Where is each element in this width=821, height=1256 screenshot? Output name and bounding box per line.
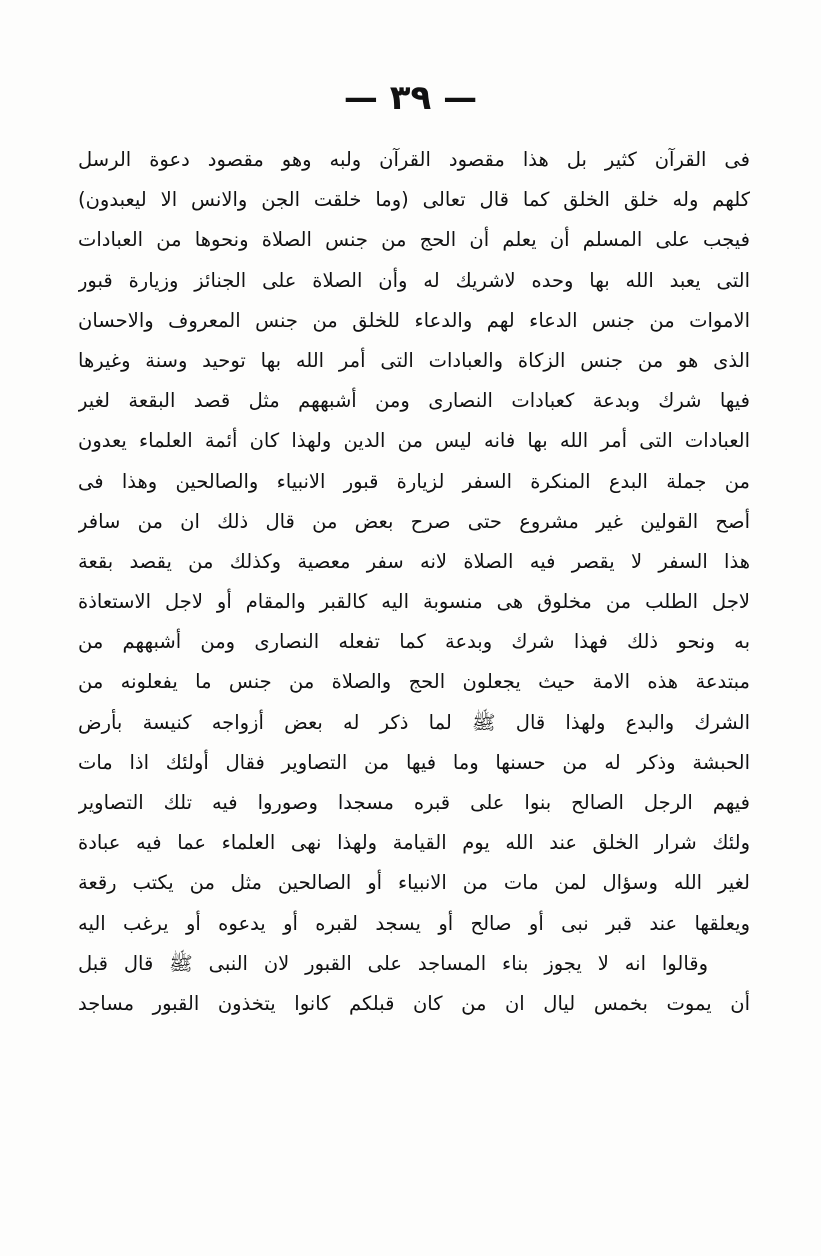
text-line: ولئك شرار الخلق عند الله يوم القيامة ولهذا نهى العلماء عما فيه عبادة (78, 831, 750, 855)
text-line: فيها شرك وبدعة كعبادات النصارى ومن أشبههم مثل قصد البقعة لغير (78, 389, 750, 413)
text-line: العبادات التى أمر الله بها فانه ليس من الدين ولهذا كان أئمة العلماء يعدون (78, 429, 750, 453)
text-line: من جملة البدع المنكرة السفر لزيارة قبور الانبياء والصالحين وهذا فى (78, 469, 750, 493)
text-line: به ونحو ذلك فهذا شرك وبدعة كما تفعله النصارى ومن أشبههم من (78, 630, 750, 654)
text-line: ويعلقها عند قبر نبى أو صالح أو يسجد لقبره أو يدعوه أو يرغب اليه (78, 911, 750, 935)
text-line: الاموات من جنس الدعاء لهم والدعاء للخلق من جنس المعروف والاحسان (78, 308, 750, 332)
body-text (78, 140, 750, 1024)
text-line: لغير الله وسؤال لمن مات من الانبياء أو الصالحين مثل من يكتب رقعة (78, 871, 750, 895)
text-line: فى القرآن كثير بل هذا مقصود القرآن ولبه وهو مقصود دعوة الرسل (78, 148, 750, 171)
text-line: وقالوا انه لا يجوز بناء المساجد على القبور لان النبى ﷺ قال قبل (78, 951, 708, 975)
text-line: لاجل الطلب من مخلوق هى منسوبة اليه كالقبر والمقام أو لاجل الاستعاذة (78, 590, 750, 614)
text-line: الحبشة وذكر له من حسنها وما فيها من التصاوير فقال أولئك اذا مات (78, 750, 750, 774)
text-line: أصح القولين غير مشروع حتى صرح بعض من قال ذلك ان من سافر (78, 509, 750, 533)
text-line: الذى هو من جنس الزكاة والعبادات التى أمر الله بها توحيد وسنة وغيرها (78, 348, 750, 372)
text-line: التى يعبد الله بها وحده لاشريك له وأن الصلاة على الجنائز وزيارة قبور (78, 268, 750, 292)
text-line: مبتدعة هذه الامة حيث يجعلون الحج والصلاة من جنس ما يفعلونه من (78, 670, 750, 694)
text-line: فيهم الرجل الصالح بنوا على قبره مسجدا وصوروا فيه تلك التصاوير (78, 791, 750, 814)
text-line: هذا السفر لا يقصر فيه الصلاة لانه سفر معصية وكذلك من يقصد بقعة (78, 549, 750, 573)
text-line: فيجب على المسلم أن يعلم أن الحج من جنس الصلاة ونحوها من العبادات (78, 228, 750, 252)
page-number: — ٣٩ — (343, 78, 478, 118)
text-line: كلهم وله خلق الخلق كما قال تعالى (وما خلقت الجن والانس الا ليعبدون) (78, 188, 750, 212)
text-line: أن يموت بخمس ليال ان من كان قبلكم كانوا يتخذون القبور مساجد (78, 991, 750, 1015)
text-line: الشرك والبدع ولهذا قال ﷺ لما ذكر له بعض أزواجه كنيسة بأرض (78, 710, 750, 734)
